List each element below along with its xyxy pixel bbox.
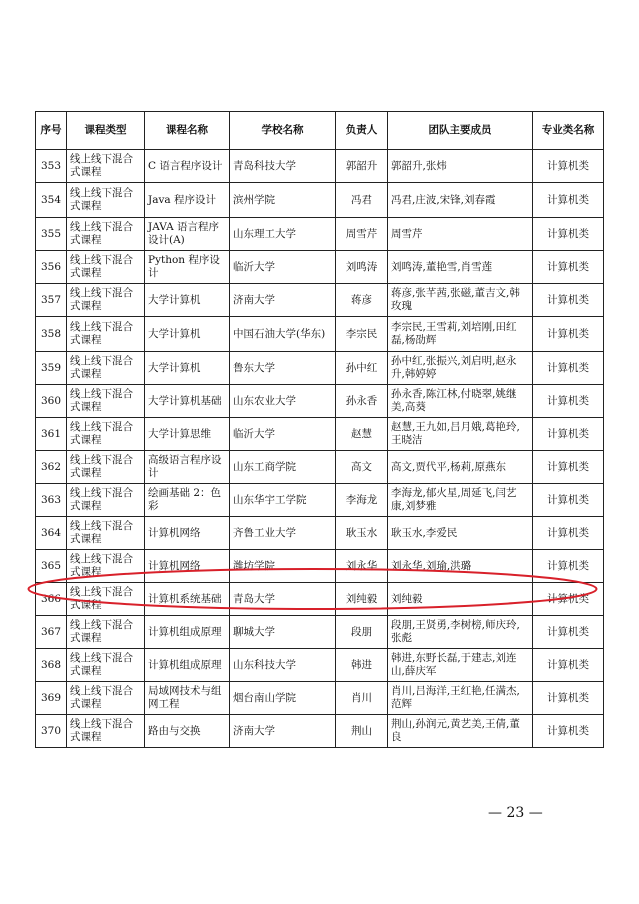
cell-major-category: 计算机类 bbox=[533, 218, 604, 251]
cell-leader: 韩进 bbox=[336, 649, 388, 682]
cell-course-name: 高级语言程序设计 bbox=[145, 451, 230, 484]
header-course-type: 课程类型 bbox=[67, 112, 145, 150]
cell-course-name: 计算机组成原理 bbox=[145, 649, 230, 682]
table-row bbox=[36, 251, 604, 284]
cell-major-category: 计算机类 bbox=[533, 616, 604, 649]
header-team-members: 团队主要成员 bbox=[388, 112, 533, 150]
cell-course-name: 计算机网络 bbox=[145, 550, 230, 583]
cell-major-category: 计算机类 bbox=[533, 183, 604, 218]
cell-leader: 刘纯毅 bbox=[336, 583, 388, 616]
cell-no: 354 bbox=[36, 183, 67, 218]
cell-course-name: 局域网技术与组网工程 bbox=[145, 682, 230, 715]
cell-no: 367 bbox=[36, 616, 67, 649]
cell-course-type: 线上线下混合式课程 bbox=[67, 284, 145, 317]
cell-major-category: 计算机类 bbox=[533, 284, 604, 317]
cell-course-type: 线上线下混合式课程 bbox=[67, 715, 145, 748]
cell-major-category: 计算机类 bbox=[533, 352, 604, 385]
cell-school-name: 临沂大学 bbox=[230, 418, 336, 451]
cell-major-category: 计算机类 bbox=[533, 484, 604, 517]
cell-no: 360 bbox=[36, 385, 67, 418]
cell-leader: 肖川 bbox=[336, 682, 388, 715]
cell-course-name: JAVA 语言程序设计(A) bbox=[145, 218, 230, 251]
cell-leader: 刘鸣涛 bbox=[336, 251, 388, 284]
cell-school-name: 潍坊学院 bbox=[230, 550, 336, 583]
cell-course-type: 线上线下混合式课程 bbox=[67, 616, 145, 649]
table-body bbox=[36, 150, 604, 748]
cell-team-members: 李海龙,郁火星,周延飞,闫艺康,刘梦雅 bbox=[388, 484, 533, 517]
cell-school-name: 齐鲁工业大学 bbox=[230, 517, 336, 550]
cell-school-name: 青岛大学 bbox=[230, 583, 336, 616]
cell-no: 364 bbox=[36, 517, 67, 550]
cell-school-name: 山东工商学院 bbox=[230, 451, 336, 484]
cell-course-type: 线上线下混合式课程 bbox=[67, 218, 145, 251]
page-number: — 23 — bbox=[488, 805, 543, 821]
cell-course-name: Java 程序设计 bbox=[145, 183, 230, 218]
cell-team-members: 李宗民,王雪莉,刘培刚,田红磊,杨劭辉 bbox=[388, 317, 533, 352]
cell-school-name: 烟台南山学院 bbox=[230, 682, 336, 715]
header-school-name: 学校名称 bbox=[230, 112, 336, 150]
cell-course-name: 大学计算机 bbox=[145, 317, 230, 352]
cell-major-category: 计算机类 bbox=[533, 251, 604, 284]
cell-major-category: 计算机类 bbox=[533, 550, 604, 583]
cell-team-members: 刘纯毅 bbox=[388, 583, 533, 616]
cell-major-category: 计算机类 bbox=[533, 715, 604, 748]
cell-course-name: 计算机网络 bbox=[145, 517, 230, 550]
table-row bbox=[36, 517, 604, 550]
cell-major-category: 计算机类 bbox=[533, 682, 604, 715]
cell-no: 356 bbox=[36, 251, 67, 284]
cell-course-type: 线上线下混合式课程 bbox=[67, 150, 145, 183]
cell-school-name: 济南大学 bbox=[230, 284, 336, 317]
cell-major-category: 计算机类 bbox=[533, 583, 604, 616]
table-row bbox=[36, 451, 604, 484]
cell-major-category: 计算机类 bbox=[533, 649, 604, 682]
cell-team-members: 周雪芹 bbox=[388, 218, 533, 251]
cell-course-type: 线上线下混合式课程 bbox=[67, 550, 145, 583]
table-row bbox=[36, 616, 604, 649]
cell-course-type: 线上线下混合式课程 bbox=[67, 451, 145, 484]
header-major-category: 专业类名称 bbox=[533, 112, 604, 150]
cell-course-name: 计算机组成原理 bbox=[145, 616, 230, 649]
cell-team-members: 刘永华,刘瑜,洪璐 bbox=[388, 550, 533, 583]
table-row bbox=[36, 649, 604, 682]
cell-team-members: 高文,贾代平,杨莉,原燕东 bbox=[388, 451, 533, 484]
cell-no: 368 bbox=[36, 649, 67, 682]
cell-school-name: 青岛科技大学 bbox=[230, 150, 336, 183]
cell-school-name: 山东华宇工学院 bbox=[230, 484, 336, 517]
cell-major-category: 计算机类 bbox=[533, 150, 604, 183]
cell-leader: 李海龙 bbox=[336, 484, 388, 517]
cell-leader: 冯君 bbox=[336, 183, 388, 218]
cell-course-type: 线上线下混合式课程 bbox=[67, 385, 145, 418]
cell-course-type: 线上线下混合式课程 bbox=[67, 251, 145, 284]
cell-major-category: 计算机类 bbox=[533, 418, 604, 451]
cell-team-members: 孙永香,陈江林,付晓翠,姚继美,高葵 bbox=[388, 385, 533, 418]
cell-course-name: 大学计算机 bbox=[145, 284, 230, 317]
cell-no: 359 bbox=[36, 352, 67, 385]
cell-school-name: 山东科技大学 bbox=[230, 649, 336, 682]
cell-leader: 荆山 bbox=[336, 715, 388, 748]
cell-course-type: 线上线下混合式课程 bbox=[67, 517, 145, 550]
cell-leader: 段朋 bbox=[336, 616, 388, 649]
cell-course-type: 线上线下混合式课程 bbox=[67, 183, 145, 218]
cell-team-members: 郭韶升,张炜 bbox=[388, 150, 533, 183]
cell-leader: 赵慧 bbox=[336, 418, 388, 451]
cell-course-type: 线上线下混合式课程 bbox=[67, 418, 145, 451]
cell-team-members: 韩进,东野长磊,于建志,刘连山,薛庆军 bbox=[388, 649, 533, 682]
cell-leader: 蒋彦 bbox=[336, 284, 388, 317]
cell-course-name: 路由与交换 bbox=[145, 715, 230, 748]
table-row bbox=[36, 284, 604, 317]
cell-leader: 刘永华 bbox=[336, 550, 388, 583]
cell-school-name: 中国石油大学(华东) bbox=[230, 317, 336, 352]
cell-team-members: 孙中红,张振兴,刘启明,赵永升,韩婷婷 bbox=[388, 352, 533, 385]
cell-major-category: 计算机类 bbox=[533, 451, 604, 484]
cell-leader: 孙中红 bbox=[336, 352, 388, 385]
cell-course-type: 线上线下混合式课程 bbox=[67, 649, 145, 682]
cell-leader: 高文 bbox=[336, 451, 388, 484]
cell-school-name: 山东农业大学 bbox=[230, 385, 336, 418]
cell-team-members: 冯君,庄波,宋锋,刘春霞 bbox=[388, 183, 533, 218]
table-row bbox=[36, 150, 604, 183]
header-no: 序号 bbox=[36, 112, 67, 150]
table-row bbox=[36, 385, 604, 418]
cell-major-category: 计算机类 bbox=[533, 385, 604, 418]
table-header-row bbox=[36, 112, 604, 150]
cell-course-type: 线上线下混合式课程 bbox=[67, 583, 145, 616]
cell-team-members: 肖川,吕海洋,王红艳,任满杰,范辉 bbox=[388, 682, 533, 715]
cell-major-category: 计算机类 bbox=[533, 517, 604, 550]
cell-course-name: Python 程序设计 bbox=[145, 251, 230, 284]
table-row bbox=[36, 317, 604, 352]
cell-no: 370 bbox=[36, 715, 67, 748]
cell-course-type: 线上线下混合式课程 bbox=[67, 317, 145, 352]
cell-team-members: 刘鸣涛,董艳雪,肖雪莲 bbox=[388, 251, 533, 284]
cell-school-name: 济南大学 bbox=[230, 715, 336, 748]
cell-no: 357 bbox=[36, 284, 67, 317]
cell-no: 369 bbox=[36, 682, 67, 715]
cell-team-members: 赵慧,王九如,吕月娥,葛艳玲,王晓洁 bbox=[388, 418, 533, 451]
table-row bbox=[36, 715, 604, 748]
cell-no: 365 bbox=[36, 550, 67, 583]
cell-major-category: 计算机类 bbox=[533, 317, 604, 352]
cell-course-name: 计算机系统基础 bbox=[145, 583, 230, 616]
course-table bbox=[35, 111, 604, 748]
table-row bbox=[36, 352, 604, 385]
cell-no: 353 bbox=[36, 150, 67, 183]
header-course-name: 课程名称 bbox=[145, 112, 230, 150]
cell-leader: 孙永香 bbox=[336, 385, 388, 418]
cell-course-type: 线上线下混合式课程 bbox=[67, 352, 145, 385]
table-row bbox=[36, 183, 604, 218]
cell-course-name: 绘画基础 2：色彩 bbox=[145, 484, 230, 517]
cell-no: 358 bbox=[36, 317, 67, 352]
cell-course-type: 线上线下混合式课程 bbox=[67, 682, 145, 715]
table-row bbox=[36, 484, 604, 517]
cell-team-members: 荆山,孙润元,黄艺美,王倩,董良 bbox=[388, 715, 533, 748]
cell-leader: 李宗民 bbox=[336, 317, 388, 352]
cell-no: 355 bbox=[36, 218, 67, 251]
cell-school-name: 滨州学院 bbox=[230, 183, 336, 218]
table-row bbox=[36, 218, 604, 251]
highlight-ellipse bbox=[26, 567, 599, 611]
cell-course-name: 大学计算思维 bbox=[145, 418, 230, 451]
cell-school-name: 聊城大学 bbox=[230, 616, 336, 649]
cell-course-name: 大学计算机基础 bbox=[145, 385, 230, 418]
table-row bbox=[36, 418, 604, 451]
cell-course-name: 大学计算机 bbox=[145, 352, 230, 385]
table-row bbox=[36, 682, 604, 715]
cell-team-members: 蒋彦,张芊茜,张磁,董吉文,韩玫瑰 bbox=[388, 284, 533, 317]
cell-school-name: 临沂大学 bbox=[230, 251, 336, 284]
cell-leader: 耿玉水 bbox=[336, 517, 388, 550]
cell-no: 366 bbox=[36, 583, 67, 616]
cell-no: 363 bbox=[36, 484, 67, 517]
cell-team-members: 段朋,王贤勇,李树榜,师庆玲,张彪 bbox=[388, 616, 533, 649]
cell-school-name: 山东理工大学 bbox=[230, 218, 336, 251]
cell-course-name: C 语言程序设计 bbox=[145, 150, 230, 183]
cell-course-type: 线上线下混合式课程 bbox=[67, 484, 145, 517]
header-leader: 负责人 bbox=[336, 112, 388, 150]
cell-no: 362 bbox=[36, 451, 67, 484]
cell-school-name: 鲁东大学 bbox=[230, 352, 336, 385]
cell-no: 361 bbox=[36, 418, 67, 451]
cell-team-members: 耿玉水,李爱民 bbox=[388, 517, 533, 550]
cell-leader: 郭韶升 bbox=[336, 150, 388, 183]
cell-leader: 周雪芹 bbox=[336, 218, 388, 251]
